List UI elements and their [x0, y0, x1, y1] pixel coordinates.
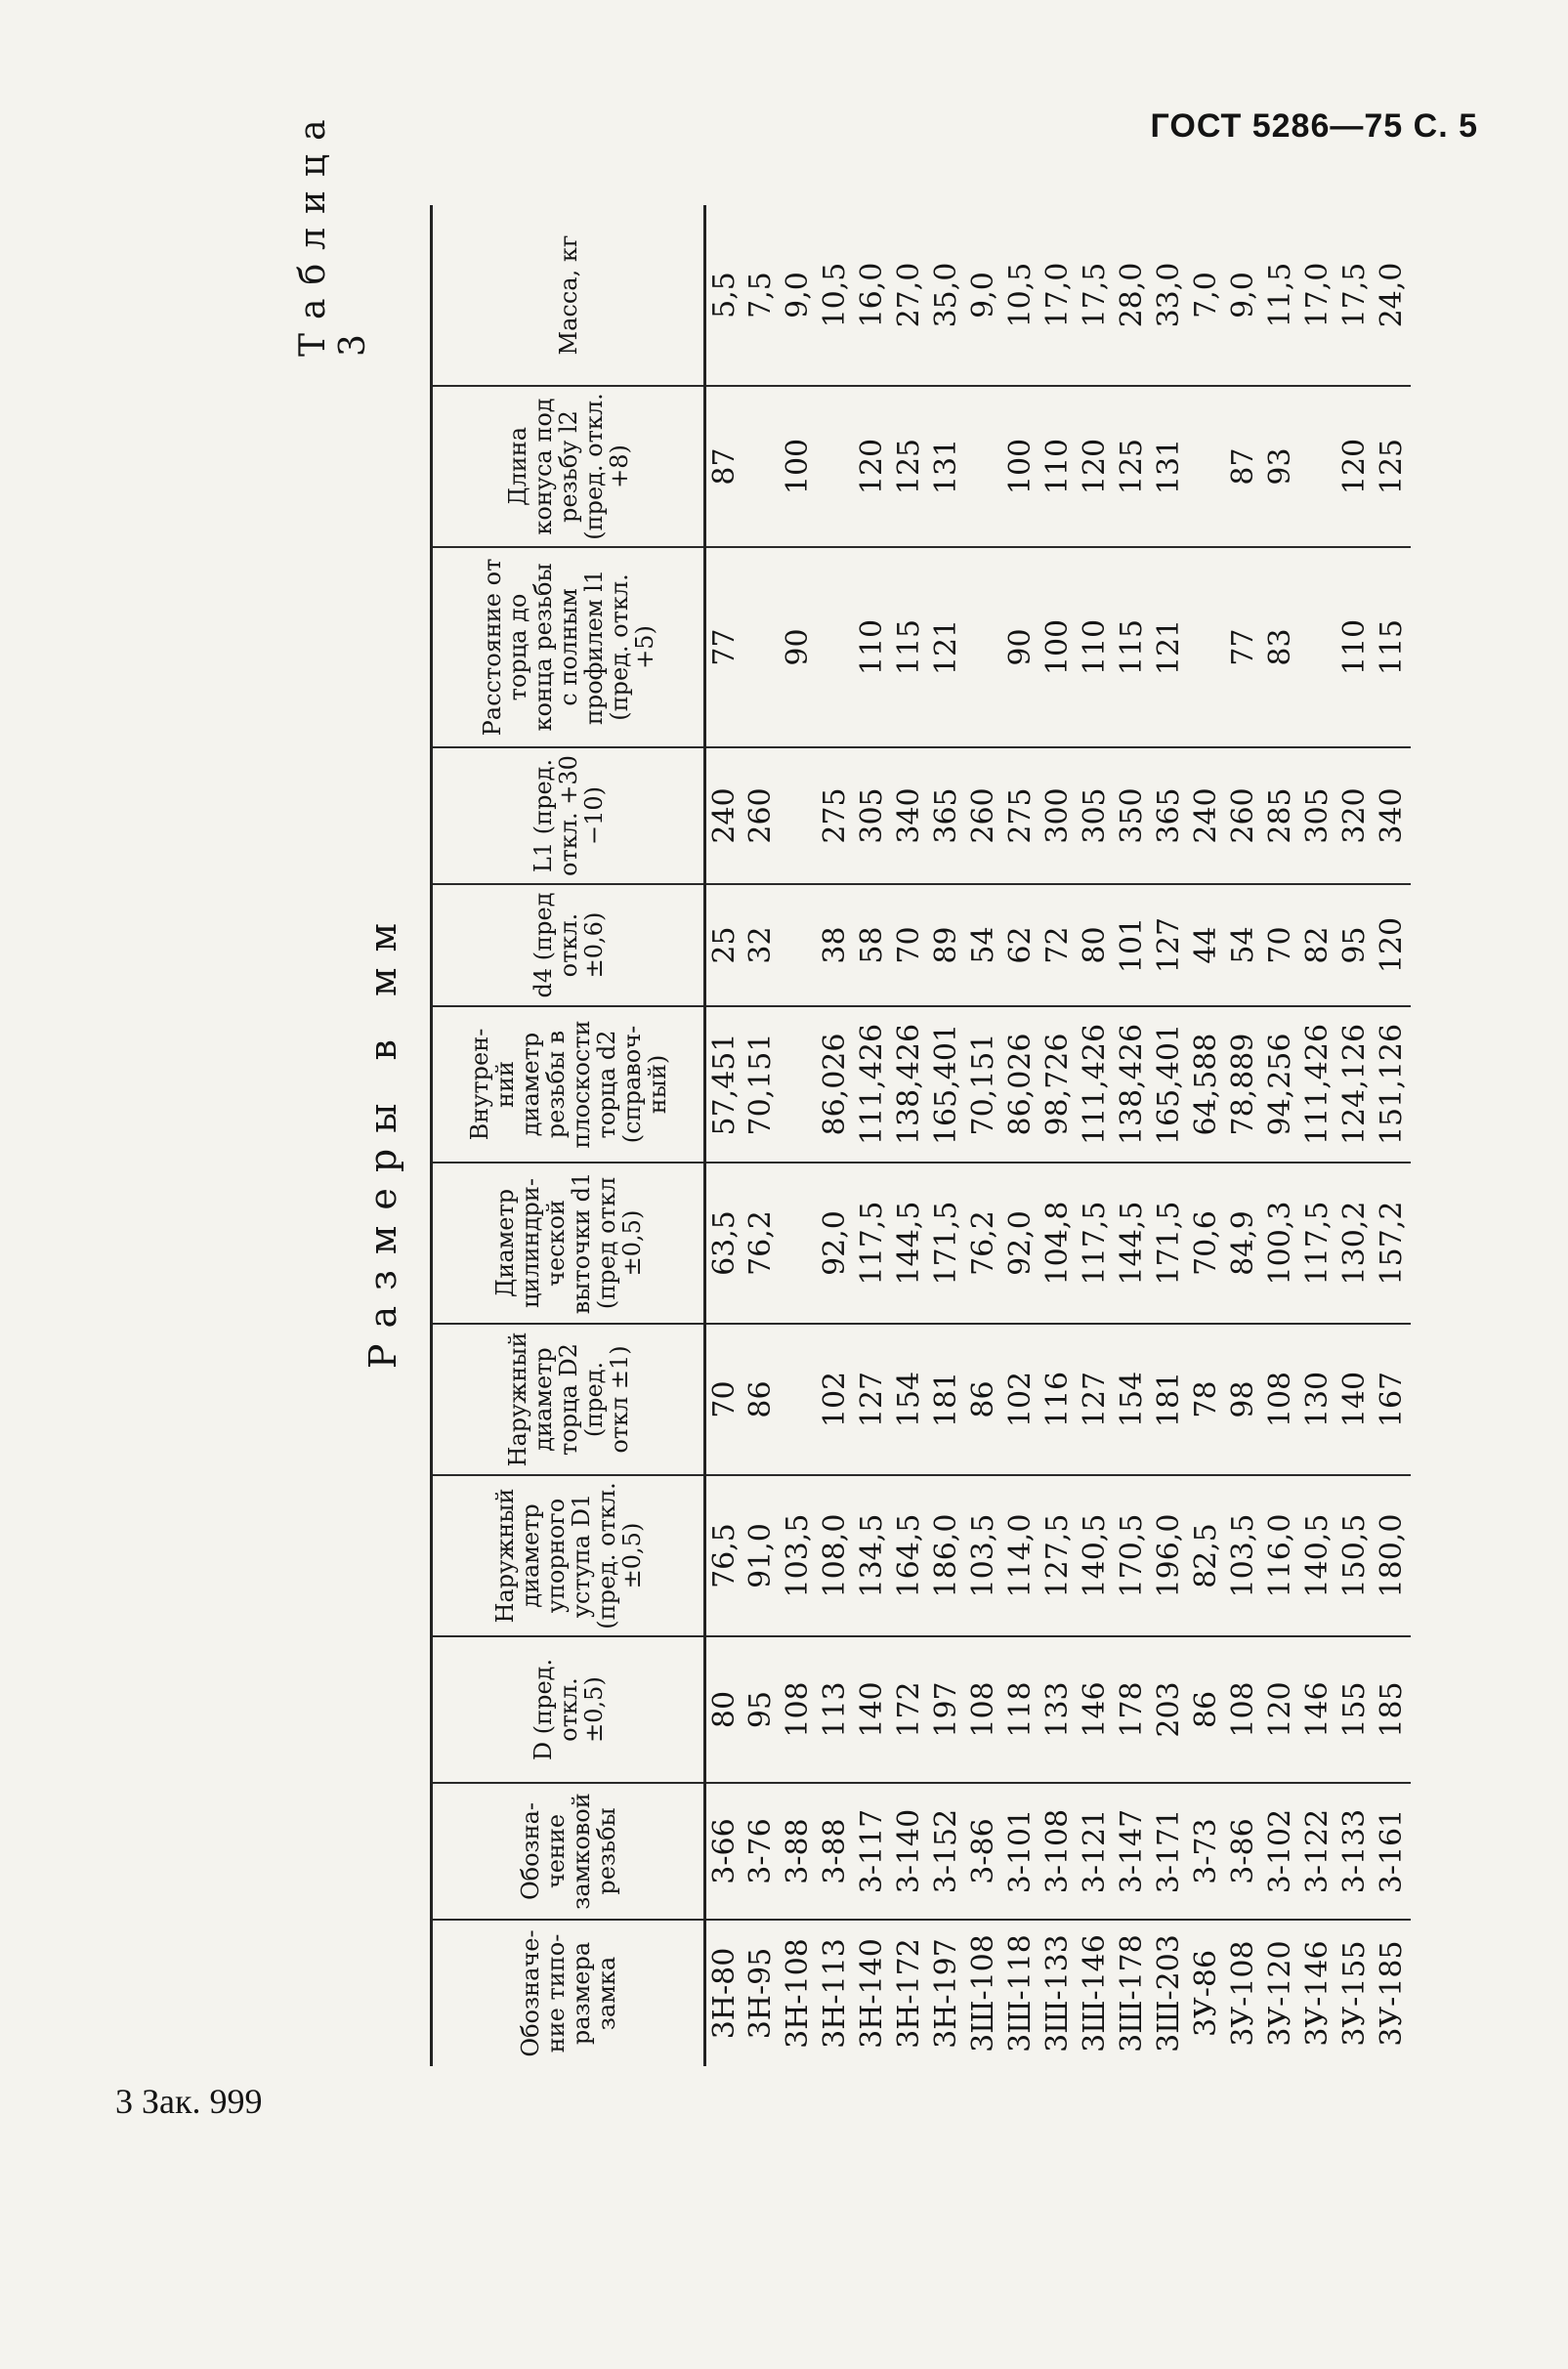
table-cell: 102	[1002, 1324, 1039, 1475]
table-cell: 33,0	[1151, 205, 1188, 386]
table-cell: 3-140	[891, 1783, 928, 1920]
table-cell: 164,5	[891, 1475, 928, 1636]
col-header: Расстояние от торца до конца резьбы с полным профилем l1 (пред. откл. +5)	[432, 547, 705, 747]
table-cell: 151,126	[1374, 1006, 1411, 1163]
table-cell: 3Ш-118	[1003, 1934, 1038, 2052]
table-cell: 44	[1188, 884, 1225, 1006]
table-row	[1262, 205, 1299, 2066]
table-cell: 127,5	[1039, 1475, 1077, 1636]
table-row	[1077, 205, 1114, 2066]
table-cell: 127	[1077, 1324, 1114, 1475]
table-cell: 62	[1002, 884, 1039, 1006]
table-cell: 365	[1151, 747, 1188, 884]
table-cell	[965, 547, 1002, 747]
table-cell: 103,5	[965, 1475, 1002, 1636]
table-cell: 9,0	[780, 205, 817, 386]
table-cell: 9,0	[965, 205, 1002, 386]
table-cell: 3-133	[1336, 1783, 1374, 1920]
table-cell: 3Н-172	[892, 1938, 926, 2049]
table-cell	[965, 386, 1002, 547]
table-cell: 11,5	[1262, 205, 1299, 386]
table-cell: 127	[854, 1324, 891, 1475]
table-cell: 83	[1262, 547, 1299, 747]
table-cell: 24,0	[1374, 205, 1411, 386]
table-cell: 54	[965, 884, 1002, 1006]
table-cell: 63,5	[705, 1163, 742, 1324]
table-cell: 3-101	[1002, 1783, 1039, 1920]
table-cell: 240	[705, 747, 742, 884]
table-cell: 17,0	[1299, 205, 1336, 386]
table-cell: 5,5	[705, 205, 742, 386]
table-cell: 125	[1114, 386, 1151, 547]
col-header: Обозначе-ние типо-размера замка	[432, 1920, 705, 2066]
table-cell: 100	[1039, 547, 1077, 747]
table-cell: 3-147	[1114, 1783, 1151, 1920]
table-cell: 3-76	[742, 1783, 780, 1920]
table-cell: 76,2	[965, 1163, 1002, 1324]
table-cell: 78	[1188, 1324, 1225, 1475]
table-cell: 114,0	[1002, 1475, 1039, 1636]
table-cell: 171,5	[1151, 1163, 1188, 1324]
table-cell: 121	[928, 547, 965, 747]
table-cell: 125	[891, 386, 928, 547]
table-row	[854, 205, 891, 2066]
table-cell: 108	[965, 1636, 1002, 1783]
table-cell: 127	[1151, 884, 1188, 1006]
table-cell	[817, 547, 854, 747]
table-cell: 10,5	[817, 205, 854, 386]
table-cell: 3У-120	[1263, 1940, 1297, 2047]
table-cell: 3Н-197	[929, 1938, 963, 2049]
table-cell: 140,5	[1077, 1475, 1114, 1636]
table-row	[1188, 205, 1225, 2066]
table-cell: 144,5	[1114, 1163, 1151, 1324]
table-cell: 172	[891, 1636, 928, 1783]
table-cell: 92,0	[1002, 1163, 1039, 1324]
col-header: D (пред. откл. ±0,5)	[432, 1636, 705, 1783]
table-cell: 167	[1374, 1324, 1411, 1475]
table-cell: 117,5	[854, 1163, 891, 1324]
table-cell: 9,0	[1225, 205, 1262, 386]
table-cell	[817, 386, 854, 547]
table-row	[1039, 205, 1077, 2066]
table-cell: 28,0	[1114, 205, 1151, 386]
table-cell: 3-86	[965, 1783, 1002, 1920]
table-cell: 84,9	[1225, 1163, 1262, 1324]
table-cell: 103,5	[780, 1475, 817, 1636]
table-cell: 285	[1262, 747, 1299, 884]
table-cell: 104,8	[1039, 1163, 1077, 1324]
table-cell: 171,5	[928, 1163, 965, 1324]
table-cell: 3У-185	[1375, 1940, 1409, 2047]
table-cell: 113	[817, 1636, 854, 1783]
col-header: L1 (пред. откл. +30 −10)	[432, 747, 705, 884]
table-cell	[780, 747, 817, 884]
table-cell: 77	[1225, 547, 1262, 747]
table-cell: 38	[817, 884, 854, 1006]
table-cell: 3-86	[1225, 1783, 1262, 1920]
table-cell: 121	[1151, 547, 1188, 747]
table-cell: 3-66	[705, 1783, 742, 1920]
table-cell: 3Н-113	[818, 1938, 852, 2049]
dimensions-table	[430, 205, 1411, 2066]
table-row	[928, 205, 965, 2066]
table-cell: 86,026	[817, 1006, 854, 1163]
table-cell: 181	[1151, 1324, 1188, 1475]
table-cell: 340	[891, 747, 928, 884]
table-cell: 100	[1002, 386, 1039, 547]
table-cell: 197	[928, 1636, 965, 1783]
table-cell: 275	[817, 747, 854, 884]
table-cell: 115	[891, 547, 928, 747]
col-header: Масса, кг	[432, 205, 705, 386]
table-cell: 3У-86	[1189, 1949, 1223, 2038]
table-cell: 3-102	[1262, 1783, 1299, 1920]
table-cell: 3У-155	[1337, 1940, 1372, 2047]
table-cell: 95	[1336, 884, 1374, 1006]
table-cell: 120	[1374, 884, 1411, 1006]
table-cell: 100	[780, 386, 817, 547]
table-cell: 146	[1077, 1636, 1114, 1783]
table-cell: 157,2	[1374, 1163, 1411, 1324]
table-cell: 80	[705, 1636, 742, 1783]
col-header: Длина конуса под резьбу l2 (пред. откл. +8)	[432, 386, 705, 547]
table-cell: 170,5	[1114, 1475, 1151, 1636]
table-cell: 3-121	[1077, 1783, 1114, 1920]
table-cell: 131	[928, 386, 965, 547]
table-cell: 7,0	[1188, 205, 1225, 386]
table-cell: 305	[854, 747, 891, 884]
table-cell: 134,5	[854, 1475, 891, 1636]
col-header: Обозна-чение замковой резьбы	[432, 1783, 705, 1920]
table-cell	[1188, 386, 1225, 547]
table-cell: 94,256	[1262, 1006, 1299, 1163]
table-cell: 102	[817, 1324, 854, 1475]
table-cell: 101	[1114, 884, 1151, 1006]
table-cell: 111,426	[1299, 1006, 1336, 1163]
table-cell: 110	[1077, 547, 1114, 747]
table-cell: 108	[780, 1636, 817, 1783]
table-cell: 54	[1225, 884, 1262, 1006]
table-cell: 80	[1077, 884, 1114, 1006]
table-body	[705, 205, 1411, 2066]
table-cell: 32	[742, 884, 780, 1006]
col-header: Внутрен-ний диаметр резьбы в плоскости торца d2 (справоч-ный)	[432, 1006, 705, 1163]
table-cell: 108	[1225, 1636, 1262, 1783]
table-cell: 3Ш-203	[1152, 1934, 1186, 2052]
table-cell	[1299, 547, 1336, 747]
table-cell: 181	[928, 1324, 965, 1475]
table-cell: 64,588	[1188, 1006, 1225, 1163]
col-header: Диаметр цилиндри-ческой выточки d1 (пред откл ±0,5)	[432, 1163, 705, 1324]
table-cell: 70	[705, 1324, 742, 1475]
table-cell: 82,5	[1188, 1475, 1225, 1636]
table-cell: 165,401	[1151, 1006, 1188, 1163]
table-row	[1225, 205, 1262, 2066]
table-cell: 3Н-80	[706, 1947, 742, 2040]
table-cell: 90	[1002, 547, 1039, 747]
table-cell: 110	[854, 547, 891, 747]
table-cell	[1299, 386, 1336, 547]
table-cell: 133	[1039, 1636, 1077, 1783]
table-cell: 115	[1374, 547, 1411, 747]
table-cell: 154	[891, 1324, 928, 1475]
table-cell: 98,726	[1039, 1006, 1077, 1163]
table-cell: 57,451	[705, 1006, 742, 1163]
table-row	[780, 205, 817, 2066]
page-footer: 3 Зак. 999	[115, 2082, 263, 2121]
table-cell: 10,5	[1002, 205, 1039, 386]
table-cell: 91,0	[742, 1475, 780, 1636]
table-cell: 86,026	[1002, 1006, 1039, 1163]
table-cell: 140,5	[1299, 1475, 1336, 1636]
table-cell: 117,5	[1299, 1163, 1336, 1324]
table-cell: 58	[854, 884, 891, 1006]
table-cell: 3Ш-108	[966, 1934, 1000, 2052]
table-cell: 108,0	[817, 1475, 854, 1636]
table-cell: 150,5	[1336, 1475, 1374, 1636]
table-cell: 111,426	[854, 1006, 891, 1163]
table-cell: 300	[1039, 747, 1077, 884]
table-cell: 275	[1002, 747, 1039, 884]
table-cell: 82	[1299, 884, 1336, 1006]
table-cell: 7,5	[742, 205, 780, 386]
table-cell: 240	[1188, 747, 1225, 884]
table-cell: 86	[1188, 1636, 1225, 1783]
table-cell: 17,0	[1039, 205, 1077, 386]
table-cell: 154	[1114, 1324, 1151, 1475]
table-cell: 140	[854, 1636, 891, 1783]
table-cell: 3-108	[1039, 1783, 1077, 1920]
table-cell: 86	[965, 1324, 1002, 1475]
table-cell: 196,0	[1151, 1475, 1188, 1636]
table-cell: 117,5	[1077, 1163, 1114, 1324]
table-cell: 3Н-140	[855, 1938, 889, 2049]
table-cell: 70	[891, 884, 928, 1006]
table-cell: 185	[1374, 1636, 1411, 1783]
table-row	[1002, 205, 1039, 2066]
table-cell: 108	[1262, 1324, 1299, 1475]
table-cell: 3-73	[1188, 1783, 1225, 1920]
table-cell: 92,0	[817, 1163, 854, 1324]
table-cell: 124,126	[1336, 1006, 1374, 1163]
table-cell: 3Ш-146	[1078, 1934, 1112, 2052]
table-cell: 3Н-95	[743, 1947, 778, 2040]
table-cell: 98	[1225, 1324, 1262, 1475]
table-cell: 260	[965, 747, 1002, 884]
table-cell: 120	[1262, 1636, 1299, 1783]
table-cell	[1188, 547, 1225, 747]
table-cell: 3-122	[1299, 1783, 1336, 1920]
table-cell: 76,5	[705, 1475, 742, 1636]
table-cell: 93	[1262, 386, 1299, 547]
table-row	[1114, 205, 1151, 2066]
table-cell: 3-88	[780, 1783, 817, 1920]
table-cell: 305	[1077, 747, 1114, 884]
table-cell: 76,2	[742, 1163, 780, 1324]
table-cell: 77	[705, 547, 742, 747]
table-cell: 3-88	[817, 1783, 854, 1920]
table-cell: 95	[742, 1636, 780, 1783]
table-cell: 103,5	[1225, 1475, 1262, 1636]
table-cell: 89	[928, 884, 965, 1006]
table-cell: 138,426	[1114, 1006, 1151, 1163]
table-cell: 186,0	[928, 1475, 965, 1636]
table-row	[1336, 205, 1374, 2066]
table-cell: 3-171	[1151, 1783, 1188, 1920]
table-cell: 138,426	[891, 1006, 928, 1163]
table-cell: 72	[1039, 884, 1077, 1006]
table-row	[817, 205, 854, 2066]
table-cell: 305	[1299, 747, 1336, 884]
table-header-row	[432, 205, 705, 2066]
table-cell: 3-117	[854, 1783, 891, 1920]
table-cell: 178	[1114, 1636, 1151, 1783]
table-cell: 3Н-108	[781, 1938, 815, 2049]
table-cell: 180,0	[1374, 1475, 1411, 1636]
table-cell: 3Ш-178	[1115, 1934, 1149, 2052]
table-cell: 87	[705, 386, 742, 547]
table-row	[705, 205, 742, 2066]
table-cell: 260	[1225, 747, 1262, 884]
table-cell: 70,151	[965, 1006, 1002, 1163]
table-cell: 110	[1336, 547, 1374, 747]
table-cell: 78,889	[1225, 1006, 1262, 1163]
table-cell: 16,0	[854, 205, 891, 386]
table-cell: 120	[854, 386, 891, 547]
table-cell: 260	[742, 747, 780, 884]
table-cell: 27,0	[891, 205, 928, 386]
table-caption: Таблица 3	[293, 106, 373, 357]
table-cell: 3У-108	[1226, 1940, 1260, 2047]
table-row	[1374, 205, 1411, 2066]
page-header: ГОСТ 5286—75 С. 5	[1150, 107, 1478, 145]
table-cell	[780, 1006, 817, 1163]
table-cell: 140	[1336, 1324, 1374, 1475]
table-cell: 120	[1336, 386, 1374, 547]
table-cell: 120	[1077, 386, 1114, 547]
col-header: d4 (пред откл. ±0,6)	[432, 884, 705, 1006]
table-cell	[742, 547, 780, 747]
table-cell: 350	[1114, 747, 1151, 884]
table-cell: 3-161	[1374, 1783, 1411, 1920]
table-cell: 340	[1374, 747, 1411, 884]
table-cell: 111,426	[1077, 1006, 1114, 1163]
table-cell: 116	[1039, 1324, 1077, 1475]
table-cell: 3У-146	[1300, 1940, 1335, 2047]
table-cell: 70	[1262, 884, 1299, 1006]
col-header: Наружный диаметр торца D2 (пред. откл ±1)	[432, 1324, 705, 1475]
table-cell: 146	[1299, 1636, 1336, 1783]
table-row	[891, 205, 928, 2066]
table-cell: 365	[928, 747, 965, 884]
table-cell: 70,151	[742, 1006, 780, 1163]
table-cell: 203	[1151, 1636, 1188, 1783]
table-cell: 130,2	[1336, 1163, 1374, 1324]
table-row	[1151, 205, 1188, 2066]
table-cell: 116,0	[1262, 1475, 1299, 1636]
table-cell: 35,0	[928, 205, 965, 386]
table-cell: 131	[1151, 386, 1188, 547]
table-row	[965, 205, 1002, 2066]
table-cell: 3-152	[928, 1783, 965, 1920]
table-cell: 118	[1002, 1636, 1039, 1783]
table-cell: 155	[1336, 1636, 1374, 1783]
table-cell	[780, 1324, 817, 1475]
table-cell: 3Ш-133	[1040, 1934, 1075, 2052]
table-cell: 115	[1114, 547, 1151, 747]
table-cell: 100,3	[1262, 1163, 1299, 1324]
table-cell	[780, 884, 817, 1006]
table-title: Размеры в мм	[361, 907, 404, 1370]
table-cell: 144,5	[891, 1163, 928, 1324]
table-cell	[780, 1163, 817, 1324]
table-cell: 165,401	[928, 1006, 965, 1163]
col-header: Наружный диаметр упорного уступа D1 (пред. откл. ±0,5)	[432, 1475, 705, 1636]
table-cell: 86	[742, 1324, 780, 1475]
table-cell: 110	[1039, 386, 1077, 547]
table-cell: 90	[780, 547, 817, 747]
table-cell: 25	[705, 884, 742, 1006]
table-cell: 125	[1374, 386, 1411, 547]
table-cell: 320	[1336, 747, 1374, 884]
table-cell: 17,5	[1077, 205, 1114, 386]
table-cell: 130	[1299, 1324, 1336, 1475]
table-row	[742, 205, 780, 2066]
table-row	[1299, 205, 1336, 2066]
table-cell: 87	[1225, 386, 1262, 547]
table-cell: 70,6	[1188, 1163, 1225, 1324]
table-cell	[742, 386, 780, 547]
table-cell: 17,5	[1336, 205, 1374, 386]
